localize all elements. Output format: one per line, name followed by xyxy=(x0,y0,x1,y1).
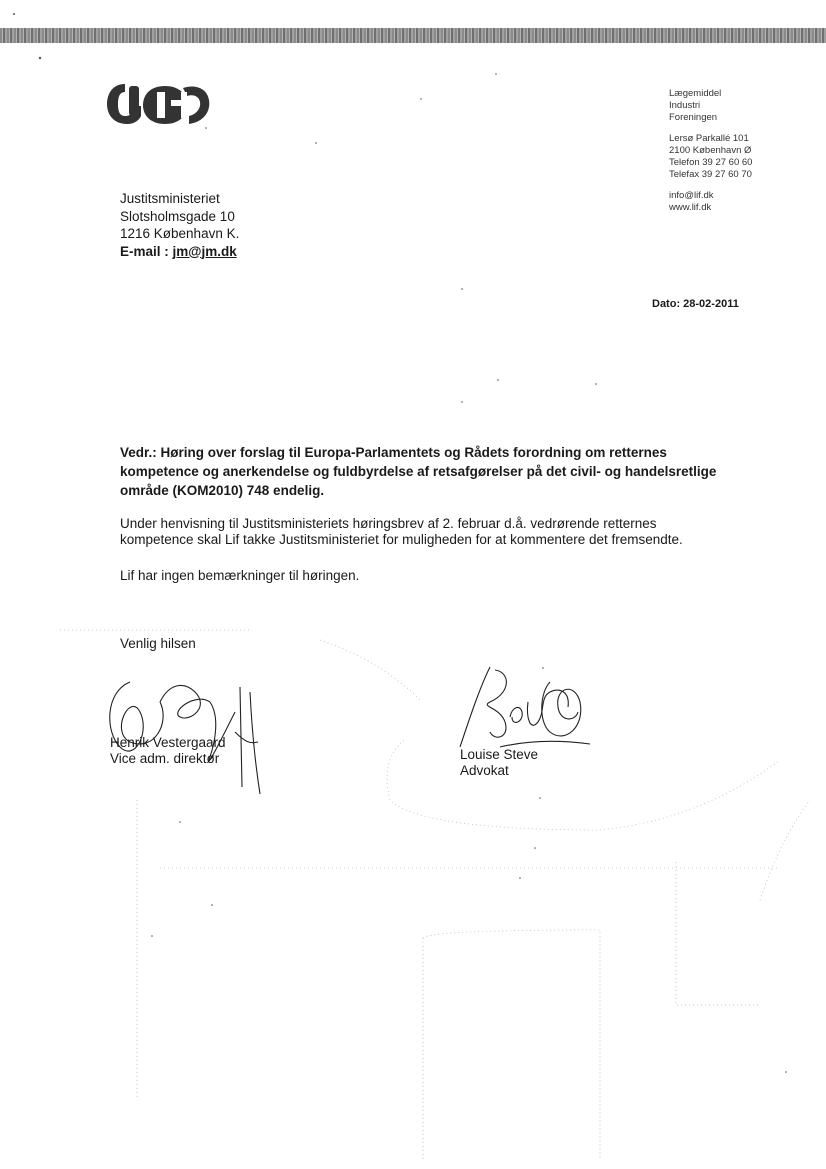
letter-date: Dato: 28-02-2011 xyxy=(652,298,739,310)
recipient-address xyxy=(120,190,239,260)
body-paragraph: Lif har ingen bemærkninger til høringen. xyxy=(120,568,360,583)
signatory-henrik xyxy=(110,735,226,767)
org-address-line: Lersø Parkallé 101 xyxy=(669,133,749,144)
recipient-email-link[interactable]: jm@jm.dk xyxy=(172,243,237,259)
letter-subject: Vedr.: Høring over forslag til Europa-Parlamentets og Rådets forordning om retternes kompetence og anerkendelse og fuldbyrdelse af retsafgørelser på det civil- og handelsretlige område (KOM2010) 748 endelig. xyxy=(120,445,717,498)
org-name-line: Lægemiddel xyxy=(669,88,722,99)
org-phone: Telefon 39 27 60 60 xyxy=(669,157,753,168)
signatory-name: Louise Steve xyxy=(460,747,539,762)
recipient-line: 1216 København K. xyxy=(120,226,240,241)
recipient-line: Slotsholmsgade 10 xyxy=(120,208,235,224)
org-name-line: Industri xyxy=(669,100,701,111)
org-website: www.lif.dk xyxy=(669,202,712,213)
org-email: info@lif.dk xyxy=(669,190,714,201)
org-name-line: Foreningen xyxy=(669,112,718,123)
signatory-louise xyxy=(460,747,538,779)
recipient-line: Justitsministeriet xyxy=(120,191,220,206)
recipient-email-label: E-mail : xyxy=(120,243,169,259)
recipient-email-line xyxy=(120,243,239,261)
signatory-name: Henrik Vestergaard xyxy=(110,735,226,750)
closing-greeting: Venlig hilsen xyxy=(120,636,196,651)
body-paragraph: Under henvisning til Justitsministeriets høringsbrev af 2. februar d.å. vedrørende retternes kompetence skal Lif takke Justitsministeriet for muligheden for at kommentere det fremsendte. xyxy=(120,516,683,547)
signatory-title: Advokat xyxy=(460,763,509,778)
org-address-line: 2100 København Ø xyxy=(669,145,752,156)
sender-organization xyxy=(669,88,752,214)
org-fax: Telefax 39 27 60 70 xyxy=(669,169,752,180)
lif-logo xyxy=(105,78,215,128)
signatory-title: Vice adm. direktør xyxy=(110,751,220,766)
